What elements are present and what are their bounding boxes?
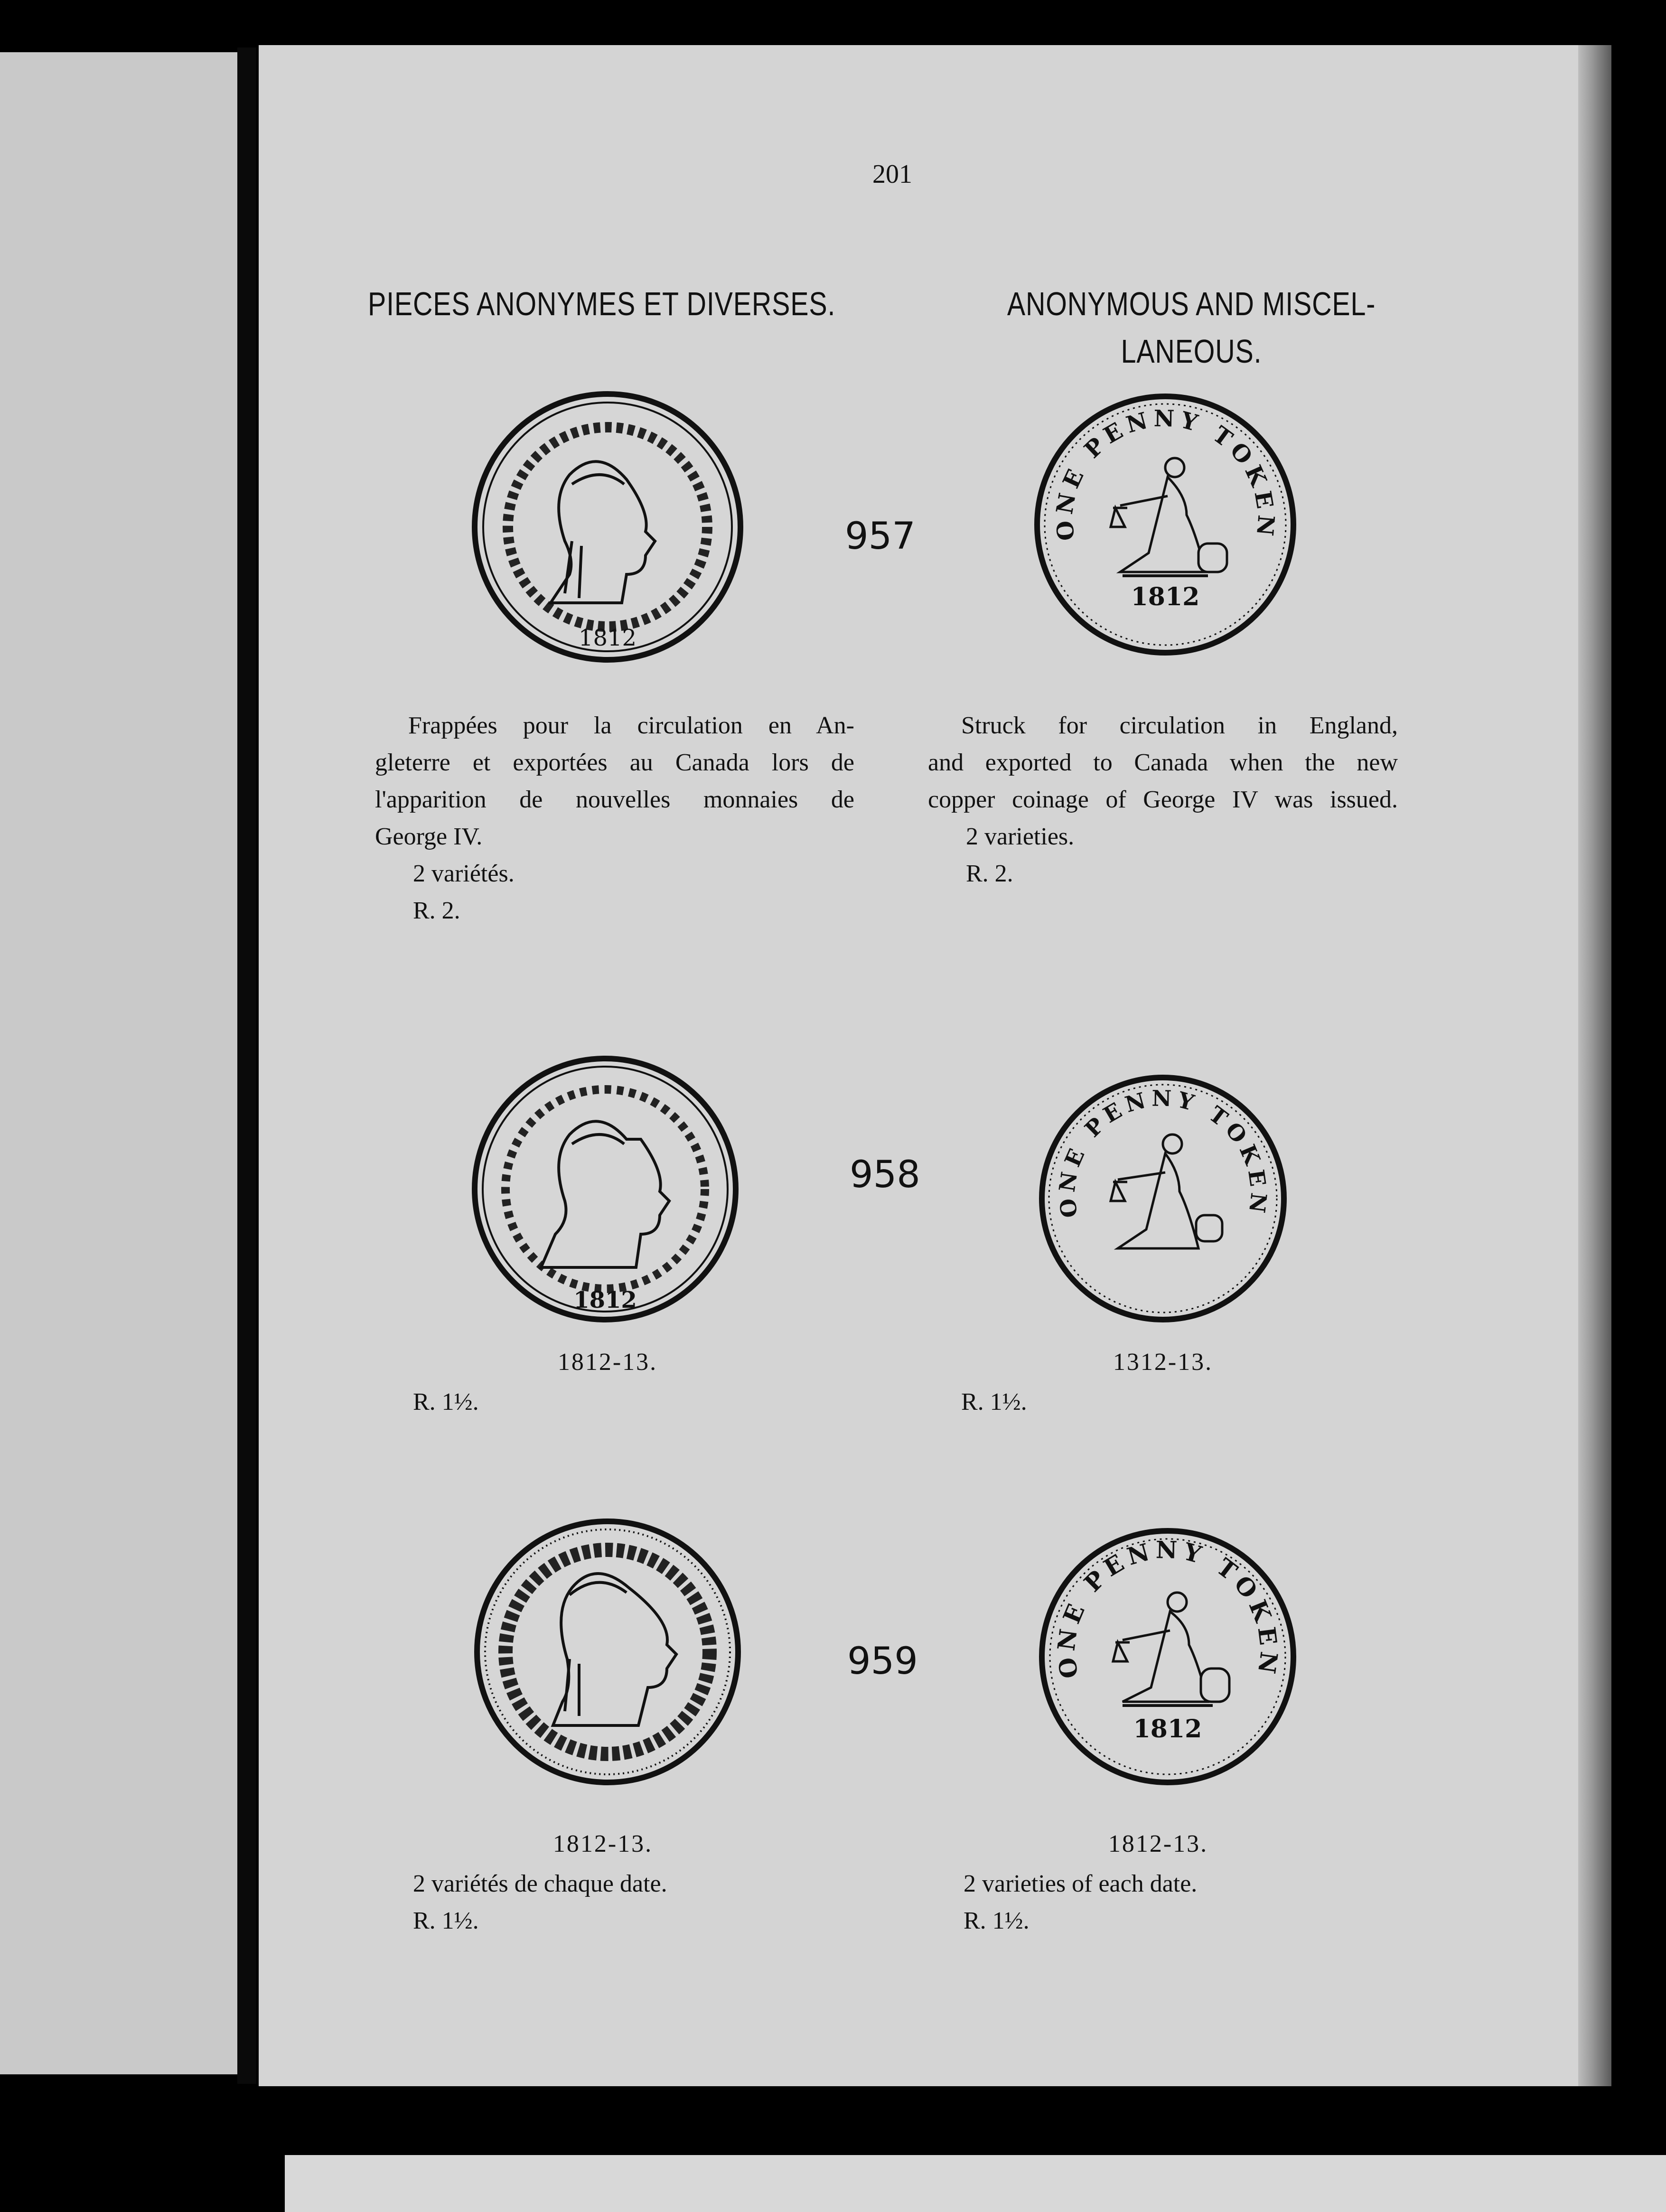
- en-rarity: R. 1½.: [964, 1907, 1030, 1934]
- entry-957-english-text: [928, 707, 1398, 892]
- coin-957-reverse: [1032, 392, 1298, 657]
- fr-rarity: R. 1½.: [413, 1907, 479, 1934]
- fr-line-1: Frappées pour la circulation en An-: [408, 712, 854, 739]
- entry-959-english-date: 1812-13.: [1108, 1830, 1208, 1857]
- coin-957-legend: ONE PENNY TOKEN: [1051, 405, 1280, 542]
- coin-958-obverse-date: 1812: [573, 1287, 637, 1313]
- coin-959-reverse: [1037, 1526, 1298, 1787]
- entry-958-english-date: 1312-13.: [1113, 1349, 1213, 1376]
- entry-959-french-text: [413, 1865, 840, 1940]
- coin-959-legend: ONE PENNY TOKEN: [1052, 1536, 1283, 1680]
- fr-line-4: George IV.: [375, 823, 483, 850]
- heading-english-line1: ANONYMOUS AND MISCEL-: [1007, 285, 1376, 322]
- page-edge-shadow: [1578, 45, 1611, 2086]
- entry-957-french-text: [375, 707, 854, 929]
- catalogue-number-957: 957: [845, 515, 916, 558]
- en-line-3: copper coinage of George IV was issued.: [928, 786, 1398, 813]
- en-line-2: and exported to Canada when the new: [928, 749, 1398, 776]
- entry-959-english-text: [964, 1865, 1391, 1940]
- fr-rarity: R. 2.: [413, 897, 460, 924]
- entry-958-french-date: 1812-13.: [557, 1349, 658, 1376]
- coin-957-reverse-date: 1812: [1131, 582, 1200, 611]
- fr-varieties: 2 variétés.: [413, 860, 515, 887]
- heading-french: PIECES ANONYMES ET DIVERSES.: [368, 285, 836, 322]
- coin-958-legend: ONE PENNY TOKEN: [1054, 1085, 1272, 1219]
- fr-line-3: l'apparition de nouvelles monnaies de: [375, 786, 854, 813]
- en-rarity: R. 2.: [966, 860, 1013, 887]
- en-line-1: Struck for circulation in England,: [961, 712, 1398, 739]
- coin-958-reverse: [1037, 1073, 1289, 1324]
- entry-958-english-rarity: R. 1½.: [961, 1388, 1027, 1415]
- heading-english: [1004, 280, 1378, 375]
- entry-958-french-rarity: R. 1½.: [413, 1388, 479, 1415]
- page-gutter: [237, 47, 256, 2084]
- catalogue-number-959: 959: [847, 1640, 918, 1683]
- coin-959-obverse: [472, 1517, 743, 1787]
- next-page-strip: [285, 2155, 1666, 2212]
- en-varieties: 2 varieties of each date.: [964, 1870, 1198, 1897]
- coin-959-reverse-date: 1812: [1133, 1715, 1202, 1743]
- coin-957-obverse-date: 1812: [578, 625, 637, 651]
- catalogue-number-958: 958: [850, 1153, 920, 1196]
- coin-958-obverse: [470, 1054, 740, 1324]
- fr-varieties: 2 variétés de chaque date.: [413, 1870, 667, 1897]
- facing-page-edge: [0, 52, 237, 2074]
- en-varieties: 2 varieties.: [966, 823, 1075, 850]
- heading-english-line2: LANEOUS.: [1121, 333, 1262, 370]
- page-number: 201: [872, 159, 912, 189]
- entry-959-french-date: 1812-13.: [552, 1830, 653, 1857]
- fr-line-2: gleterre et exportées au Canada lors de: [375, 749, 854, 776]
- page: [259, 45, 1578, 2086]
- coin-957-obverse: [470, 389, 745, 665]
